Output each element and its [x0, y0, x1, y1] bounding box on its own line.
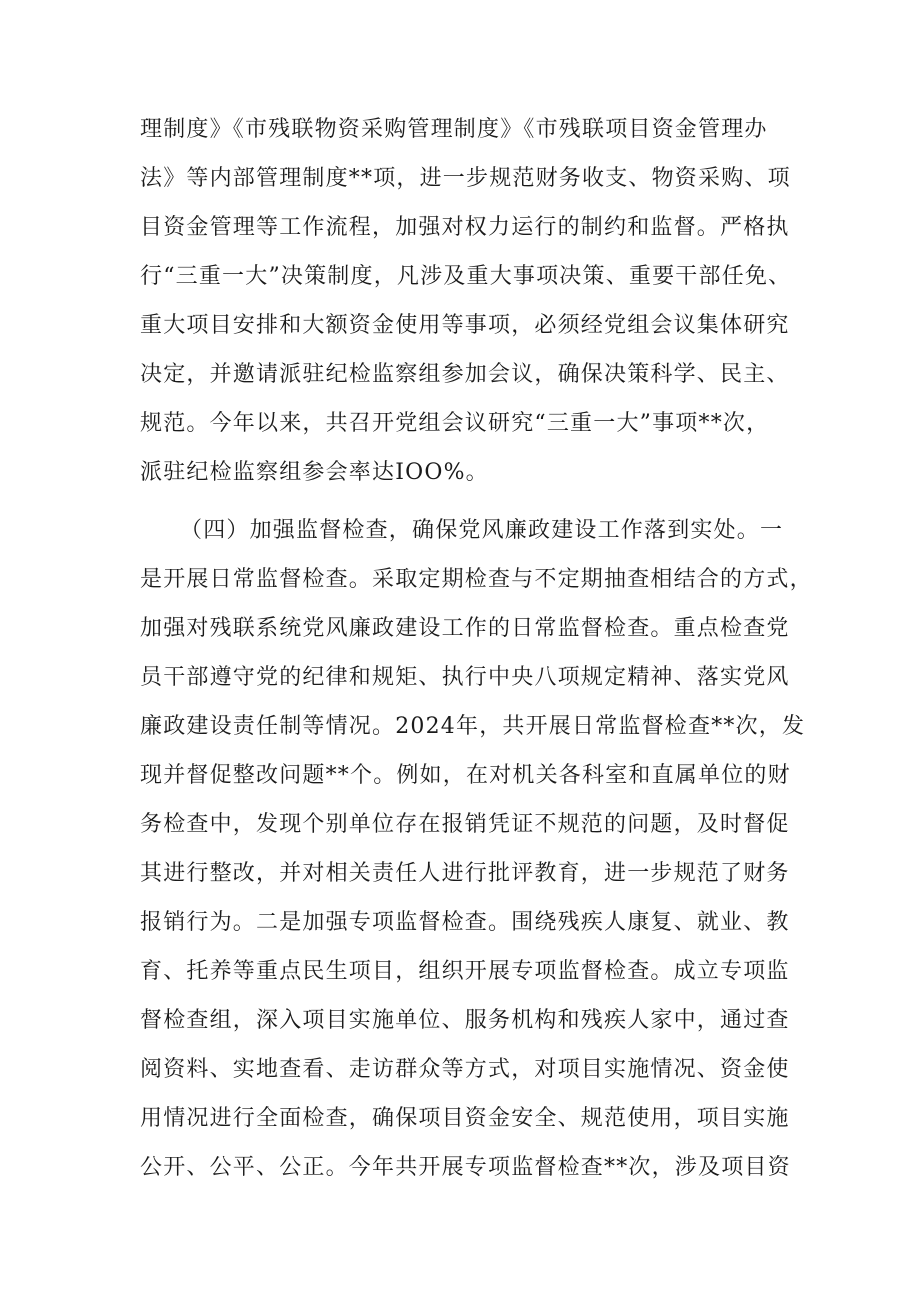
paragraph2-line-12: 阅资料、实地查看、走访群众等方式，对项目实施情况、资金使 [140, 1057, 790, 1082]
paragraph2-line-10: 育、托养等重点民生项目，组织开展专项监督检查。成立专项监 [140, 959, 790, 984]
paragraph1-line-8: 派驻纪检监察组参会率达IOO%。 [140, 460, 489, 485]
paragraph2-line-7: 务检查中，发现个别单位存在报销凭证不规范的问题，及时督促 [140, 812, 790, 837]
paragraph2-line-1: （四）加强监督检查，确保党风廉政建设工作落到实处。一 [180, 518, 784, 543]
paragraph1-line-4: 行“三重一大”决策制度，凡涉及重大事项决策、重要干部任免、 [140, 264, 792, 289]
paragraph2-line-2: 是开展日常监督检查。采取定期检查与不定期抽查相结合的方式， [140, 567, 813, 592]
paragraph2-line-13: 用情况进行全面检查，确保项目资金安全、规范使用，项目实施 [140, 1106, 790, 1131]
paragraph2-line-11: 督检查组，深入项目实施单位、服务机构和残疾人家中，通过查 [140, 1008, 790, 1033]
paragraph1-line-2: 法》等内部管理制度**项，进一步规范财务收支、物资采购、项 [140, 166, 791, 191]
paragraph1-line-6: 决定，并邀请派驻纪检监察组参加会议，确保决策科学、民主、 [140, 362, 790, 387]
paragraph1-line-3: 目资金管理等工作流程，加强对权力运行的制约和监督。严格执 [140, 215, 790, 240]
paragraph1-line-7: 规范。今年以来，共召开党组会议研究“三重一大”事项**次， [140, 411, 770, 436]
paragraph2-line-6: 现并督促整改问题**个。例如，在对机关各科室和直属单位的财 [140, 763, 791, 788]
paragraph1-line-1: 理制度》《市残联物资采购管理制度》《市残联项目资金管理办 [140, 117, 768, 142]
paragraph2-line-5: 廉政建设责任制等情况。2024年，共开展日常监督检查**次，发 [140, 714, 806, 739]
paragraph1-line-5: 重大项目安排和大额资金使用等事项，必须经党组会议集体研究 [140, 313, 790, 338]
paragraph2-line-3: 加强对残联系统党风廉政建设工作的日常监督检查。重点检查党 [140, 616, 790, 641]
paragraph2-line-4: 员干部遵守党的纪律和规矩、执行中央八项规定精神、落实党风 [140, 665, 790, 690]
paragraph2-line-14: 公开、公平、公正。今年共开展专项监督检查**次，涉及项目资 [140, 1155, 791, 1180]
paragraph2-line-9: 报销行为。二是加强专项监督检查。围绕残疾人康复、就业、教 [140, 910, 790, 935]
paragraph2-line-8: 其进行整改，并对相关责任人进行批评教育，进一步规范了财务 [140, 861, 790, 886]
